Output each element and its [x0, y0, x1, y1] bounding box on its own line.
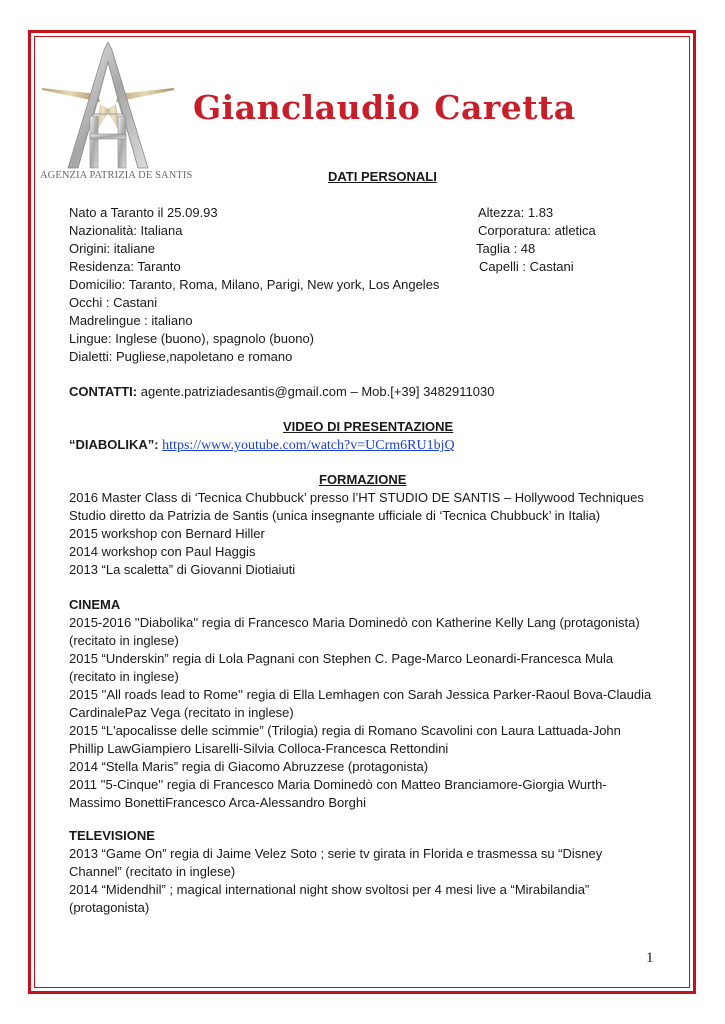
- cinema-line: (recitato in inglese): [69, 669, 179, 684]
- actor-first-name: Gianclaudio: [193, 88, 421, 127]
- contacts-label: CONTATTI:: [69, 384, 138, 399]
- personal-line: Residenza: Taranto: [69, 259, 181, 274]
- tv-line: 2013 “Game On” regia di Jaime Velez Soto ; serie tv girata in Florida e trasmessa su “Disney: [69, 846, 603, 861]
- personal-line: Domicilio: Taranto, Roma, Milano, Parigi, New york, Los Angeles: [69, 277, 440, 292]
- video-line: [69, 436, 455, 455]
- personal-line: Occhi : Castani: [69, 295, 158, 310]
- cinema-line: (recitato in inglese): [69, 633, 179, 648]
- cinema-line: 2015 ''All roads lead to Rome'' regia di Ella Lemhagen con Sarah Jessica Parker-Raoul Bova-Claudia: [69, 687, 652, 702]
- personal-line: Dialetti: Pugliese,napoletano e romano: [69, 349, 293, 364]
- personal-line: Nato a Taranto il 25.09.93: [69, 205, 218, 220]
- cinema-heading: CINEMA: [69, 597, 121, 612]
- formazione-line: 2016 Master Class di ‘Tecnica Chubbuck’ presso l’HT STUDIO DE SANTIS – Hollywood Techniques: [69, 490, 644, 505]
- cinema-line: CardinalePaz Vega (recitato in inglese): [69, 705, 294, 720]
- personal-heading: DATI PERSONALI: [328, 169, 437, 184]
- personal-line: Madrelingue : italiano: [69, 313, 193, 328]
- agency-name: AGENZIA PATRIZIA DE SANTIS: [40, 170, 193, 181]
- tv-line: Channel” (recitato in inglese): [69, 864, 236, 879]
- formazione-line: 2015 workshop con Bernard Hiller: [69, 526, 265, 541]
- contacts-text: agente.patriziadesantis@gmail.com – Mob.[+39] 3482911030: [137, 384, 495, 399]
- contacts-line: [69, 383, 494, 401]
- personal-line: Lingue: Inglese (buono), spagnolo (buono): [69, 331, 315, 346]
- agency-logo: [38, 42, 193, 187]
- video-label: “DIABOLIKA”:: [69, 437, 159, 452]
- cinema-line: Phillip LawGiampiero Lisarelli-Silvia Colloca-Francesca Rettondini: [69, 741, 449, 756]
- star-a-logo-icon: [38, 42, 193, 187]
- tv-line: (protagonista): [69, 900, 150, 915]
- cinema-line: 2015 “L'apocalisse delle scimmie” (Trilogia) regia di Romano Scavolini con Laura Lattuada-John: [69, 723, 621, 738]
- formazione-line: Studio diretto da Patrizia de Santis (unica insegnante ufficiale di ‘Tecnica Chubbuck’ in Italia): [69, 508, 601, 523]
- physical-line: Corporatura: atletica: [478, 223, 596, 238]
- cinema-line: 2011 ''5-Cinque'' regia di Francesco Maria Dominedò con Matteo Branciamore-Giorgia Wurth-: [69, 777, 607, 792]
- cinema-line: 2015 “Underskin” regia di Lola Pagnani con Stephen C. Page-Marco Leonardi-Francesca Mula: [69, 651, 614, 666]
- page-number: 1: [646, 950, 654, 966]
- physical-line: Taglia : 48: [476, 241, 536, 256]
- actor-name: [193, 88, 576, 127]
- cinema-line: Massimo BonettiFrancesco Arca-Alessandro Borghi: [69, 795, 366, 810]
- video-link[interactable]: https://www.youtube.com/watch?v=UCrm6RU1bjQ: [162, 438, 455, 453]
- tv-line: 2014 “Midendhil” ; magical international night show svoltosi per 4 mesi live a “Mirabilandia”: [69, 882, 590, 897]
- formazione-heading: FORMAZIONE: [319, 472, 407, 487]
- video-heading: VIDEO DI PRESENTAZIONE: [283, 419, 454, 434]
- personal-line: Origini: italiane: [69, 241, 155, 256]
- cinema-line: 2014 “Stella Maris” regia di Giacomo Abruzzese (protagonista): [69, 759, 429, 774]
- formazione-line: 2014 workshop con Paul Haggis: [69, 544, 256, 559]
- cinema-line: 2015-2016 ''Diabolika'' regia di Francesco Maria Dominedò con Katherine Kelly Lang (protagonista): [69, 615, 640, 630]
- tv-heading: TELEVISIONE: [69, 828, 155, 843]
- physical-line: Capelli : Castani: [479, 259, 574, 274]
- actor-last-name: Caretta: [434, 88, 576, 127]
- physical-line: Altezza: 1.83: [478, 205, 554, 220]
- formazione-line: 2013 “La scaletta” di Giovanni Diotiaiuti: [69, 562, 296, 577]
- personal-line: Nazionalità: Italiana: [69, 223, 183, 238]
